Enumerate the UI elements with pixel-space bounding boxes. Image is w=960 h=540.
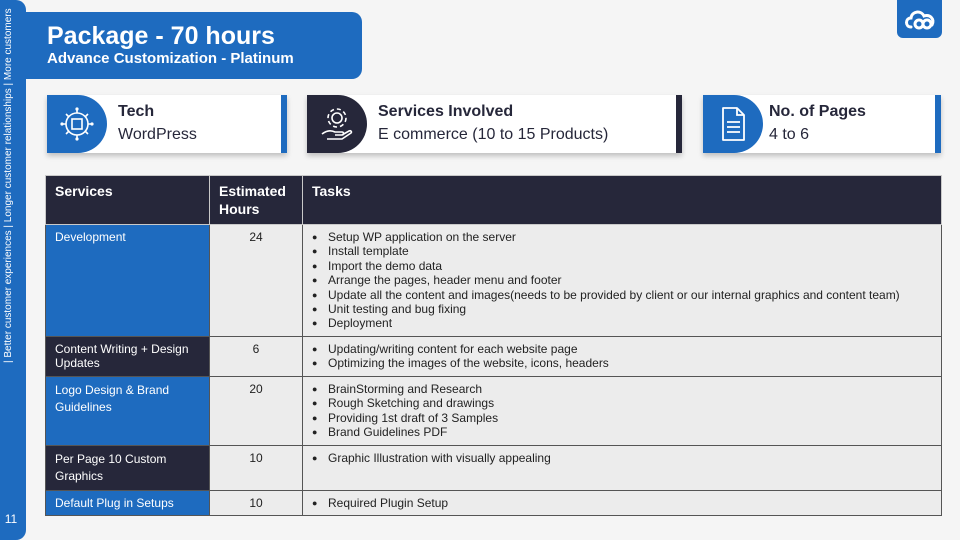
task-item: ● Providing 1st draft of 3 Samples bbox=[312, 411, 932, 425]
service-name: Default Plug in Setups bbox=[46, 491, 210, 516]
pages-value: 4 to 6 bbox=[769, 126, 810, 143]
services-card bbox=[307, 95, 682, 153]
brand-logo bbox=[897, 0, 942, 38]
card-accent bbox=[676, 95, 682, 153]
table-row bbox=[46, 337, 942, 377]
table-row bbox=[46, 491, 942, 516]
service-name: Logo Design & Brand Guidelines bbox=[46, 377, 210, 446]
task-item: ● Rough Sketching and drawings bbox=[312, 396, 932, 410]
tech-title: Tech bbox=[118, 103, 155, 120]
header-tasks: Tasks bbox=[303, 176, 942, 225]
task-item: ● Deployment bbox=[312, 316, 932, 330]
table-header-row bbox=[46, 176, 942, 225]
service-tasks bbox=[303, 225, 942, 337]
task-item: ● Setup WP application on the server bbox=[312, 230, 932, 244]
services-value: E commerce (10 to 15 Products) bbox=[378, 126, 609, 143]
task-item: ● Unit testing and bug fixing bbox=[312, 302, 932, 316]
service-hours: 6 bbox=[210, 337, 303, 377]
pages-card bbox=[703, 95, 941, 153]
chip-icon bbox=[57, 104, 97, 144]
table-row bbox=[46, 377, 942, 446]
service-hours: 20 bbox=[210, 377, 303, 446]
task-item: ● Brand Guidelines PDF bbox=[312, 425, 932, 439]
side-tagline: | Better customer experiences | Longer customer relationships | More customers bbox=[3, 8, 14, 363]
header-hours: Estimated Hours bbox=[210, 176, 303, 225]
service-tasks bbox=[303, 491, 942, 516]
service-tasks bbox=[303, 446, 942, 491]
service-hours: 10 bbox=[210, 491, 303, 516]
side-bar bbox=[0, 0, 26, 540]
card-icon-bg bbox=[47, 95, 107, 153]
service-hours: 10 bbox=[210, 446, 303, 491]
card-accent bbox=[281, 95, 287, 153]
card-accent bbox=[935, 95, 941, 153]
table-row bbox=[46, 446, 942, 491]
cloud-link-icon bbox=[903, 7, 937, 31]
task-item: ● Optimizing the images of the website, icons, headers bbox=[312, 356, 932, 370]
service-tasks bbox=[303, 337, 942, 377]
pages-title: No. of Pages bbox=[769, 103, 866, 120]
table-row bbox=[46, 225, 942, 337]
document-icon bbox=[715, 105, 751, 143]
page-title: Package - 70 hours bbox=[47, 22, 275, 50]
service-name: Per Page 10 Custom Graphics bbox=[46, 446, 210, 491]
services-table bbox=[45, 175, 942, 516]
service-hours: 24 bbox=[210, 225, 303, 337]
card-icon-bg bbox=[703, 95, 763, 153]
task-item: ● BrainStorming and Research bbox=[312, 382, 932, 396]
service-tasks bbox=[303, 377, 942, 446]
card-icon-bg bbox=[307, 95, 367, 153]
header-services: Services bbox=[46, 176, 210, 225]
service-name: Content Writing + Design Updates bbox=[46, 337, 210, 377]
hand-gear-icon bbox=[317, 104, 357, 144]
task-item: ● Update all the content and images(needs to be provided by client or our internal graphics and content team) bbox=[312, 288, 932, 302]
services-title: Services Involved bbox=[378, 103, 514, 120]
task-item: ● Arrange the pages, header menu and footer bbox=[312, 273, 932, 287]
task-item: ● Required Plugin Setup bbox=[312, 496, 932, 510]
page-number: 11 bbox=[4, 512, 18, 526]
service-name: Development bbox=[46, 225, 210, 337]
task-item: ● Updating/writing content for each website page bbox=[312, 342, 932, 356]
header-banner bbox=[26, 12, 362, 79]
task-item: ● Graphic Illustration with visually appealing bbox=[312, 451, 932, 465]
task-item: ● Install template bbox=[312, 244, 932, 258]
tech-card bbox=[47, 95, 287, 153]
task-item: ● Import the demo data bbox=[312, 259, 932, 273]
page-subtitle: Advance Customization - Platinum bbox=[47, 50, 294, 67]
tech-value: WordPress bbox=[118, 126, 197, 143]
